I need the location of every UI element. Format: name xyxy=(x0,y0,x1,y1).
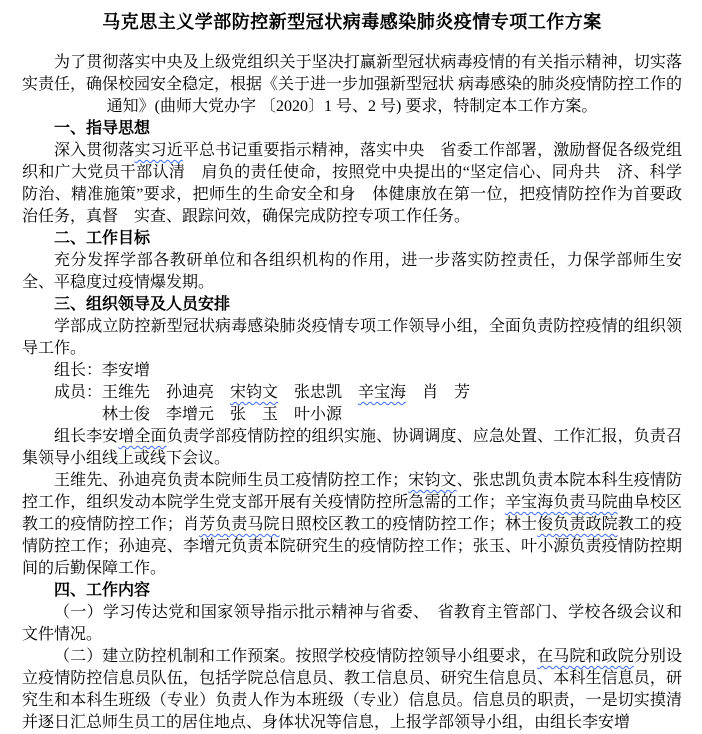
paragraph xyxy=(22,316,682,360)
spellcheck-squiggle-text: 在马院和政院 xyxy=(537,648,634,665)
spellcheck-squiggle-text: 芳负责马院 xyxy=(199,516,280,533)
text-run: 学部成立防控新型冠状病毒感染肺炎疫情专项工作领导小组，全面负责防控疫情的组织领导工作。 xyxy=(22,318,682,357)
paragraph xyxy=(22,646,682,734)
text-run: 为了贯彻落实中央及上级党组织关于坚决打赢新型冠状病毒疫情的有关指示精神，切实落实责任，确保校园安全稳定，根据《关于进一步加强新型冠状 病毒感染的肺炎疫情防控工作的通知》(曲师大党办字 〔2020〕1 号、2 号) 要求，特制定本工作方案。 xyxy=(22,54,683,115)
paragraph xyxy=(22,470,682,580)
paragraph xyxy=(22,52,682,118)
text-run: 平总书记重要指示精神，落实中央 省委工作部署，激励督促各级党组织和广大党员干部认清 肩负的责任使命，按照党中央提出的“坚定信心、同舟共 济、科学防治、精准施策”要求，把师生的生命安全和身 体健康放在第一位，把疫情防控作为首要政治任务，真督 实查、跟踪问效，确保完成防控专项工作任务。 xyxy=(22,142,682,225)
text-run: 成员：王维先 孙迪亮 xyxy=(54,384,231,401)
text-run: 张忠凯 xyxy=(278,384,359,401)
text-run: 二、工作目标 xyxy=(54,230,151,247)
text-run: 日照校区教工的疫情防控工作；林士 xyxy=(279,516,538,533)
text-run: 、张忠凯负责本院本科生疫情防控工作，组织发动本院学生党支部开展有关疫情防控所急需的工作； xyxy=(22,472,682,511)
text-run: 充分发挥学部各教研单位和各组织机构的作用，进一步落实防控责任，力保学部师生安全、平稳度过疫情爆发期。 xyxy=(22,252,682,291)
paragraph xyxy=(22,250,682,294)
text-run: 组长：李安增 xyxy=(54,362,151,379)
text-run: 四、工作内容 xyxy=(54,582,151,599)
spellcheck-squiggle-text: 实习近 xyxy=(134,142,183,159)
paragraph xyxy=(22,382,682,404)
text-run: 负责学部疫情防控的组织实施、协调调度、应急处置、工作汇报，负责召集领导小组线上或线下会议。 xyxy=(22,428,682,467)
document-body xyxy=(22,52,682,734)
text-run: 曲阜校区教工的疫情防控工作；肖 xyxy=(22,494,682,533)
paragraph xyxy=(22,426,682,470)
text-run: 三、组织领导及人员安排 xyxy=(54,296,231,313)
paragraph xyxy=(22,404,682,426)
paragraph xyxy=(22,360,682,382)
text-run: 深入贯彻落 xyxy=(54,142,135,159)
text-run: 一、指导思想 xyxy=(54,120,151,137)
spellcheck-squiggle-text: 宋钧文 xyxy=(230,384,279,401)
text-run: 分别设立疫情防控信息员队伍，包括学院总信息员、教工信息员、研究生信息员、本科生信息员，研究生和本科生班级（专业）负责人作为本班级（专业）信息员。信息员的职责，一是切实摸清并逐日汇总师生员工的居住地点、身体状况等信息，上报学部领导小组，由组长李安增 xyxy=(22,648,682,731)
section-heading xyxy=(22,580,682,602)
spellcheck-squiggle-text: 辛宝海 xyxy=(358,384,407,401)
text-run: 组长李安 xyxy=(54,428,119,445)
text-run: 肖 芳 xyxy=(406,384,471,401)
spellcheck-squiggle-text: 辛宝海负责马院 xyxy=(504,494,618,511)
document-title: 马克思主义学部防控新型冠状病毒感染肺炎疫情专项工作方案 xyxy=(102,12,602,32)
spellcheck-squiggle-text: 俊负责政院 xyxy=(537,516,618,533)
spellcheck-squiggle-text: 增全面 xyxy=(118,428,167,445)
section-heading xyxy=(22,294,682,316)
paragraph xyxy=(22,140,682,228)
section-heading xyxy=(22,228,682,250)
text-run: （一）学习传达党和国家领导指示批示精神与省委、 省教育主管部门、学校各级会议和文件情况。 xyxy=(22,604,682,643)
text-run: （二）建立防控机制和工作预案。按照学校疫情防控领导小组要求， xyxy=(54,648,538,665)
spellcheck-squiggle-text: 宋钧文 xyxy=(408,472,457,489)
paragraph xyxy=(22,602,682,646)
section-heading xyxy=(22,118,682,140)
text-run: 王维先、孙迪亮负责本院师生员工疫情防控工作； xyxy=(54,472,409,489)
text-run: 教工的疫情防控工作；孙迪亮、李增元负责本院研究生的疫情防控工作；张玉、叶小源负责疫情防控期间的后勤保障工作。 xyxy=(22,516,682,577)
text-run: 林士俊 李增元 张 玉 叶小源 xyxy=(102,406,343,423)
